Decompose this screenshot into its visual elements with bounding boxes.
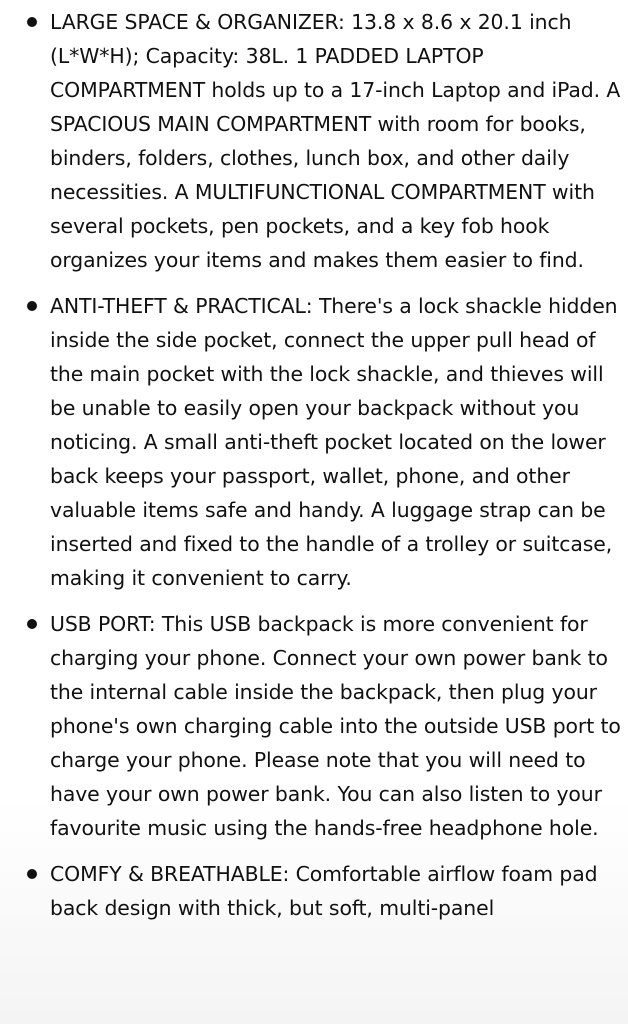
feature-item-anti-theft bbox=[0, 289, 628, 595]
bullet-icon bbox=[27, 17, 37, 27]
feature-text: LARGE SPACE & ORGANIZER: 13.8 x 8.6 x 20.1 inch (L*W*H); Capacity: 38L. 1 PADDED LAPTOP COMPARTMENT holds up to a 17-inch Laptop and iPad. A SPACIOUS MAIN COMPARTMENT with room for books, binders, folders, clothes, lunch box, and other daily necessities. A MULTIFUNCTIONAL COMPARTMENT with several pockets, pen pockets, and a key fob hook organizes your items and makes them easier to find. bbox=[50, 10, 621, 272]
feature-text: COMFY & BREATHABLE: Comfortable airflow foam pad back design with thick, but soft, multi-panel bbox=[50, 862, 598, 920]
feature-text: USB PORT: This USB backpack is more convenient for charging your phone. Connect your own power bank to the internal cable inside the backpack, then plug your phone's own charging cable into the outside USB port to charge your phone. Please note that you will need to have your own power bank. You can also listen to your favourite music using the hands-free headphone hole. bbox=[50, 612, 621, 840]
feature-text: ANTI-THEFT & PRACTICAL: There's a lock shackle hidden inside the side pocket, connect the upper pull head of the main pocket with the lock shackle, and thieves will be unable to easily open your backpack without you noticing. A small anti-theft pocket located on the lower back keeps your passport, wallet, phone, and other valuable items safe and handy. A luggage strap can be inserted and fixed to the handle of a trolley or suitcase, making it convenient to carry. bbox=[50, 294, 618, 590]
bullet-icon bbox=[27, 619, 37, 629]
bullet-icon bbox=[27, 301, 37, 311]
feature-item-comfy-breathable bbox=[0, 857, 628, 925]
product-features-list bbox=[0, 5, 628, 937]
feature-item-usb-port bbox=[0, 607, 628, 845]
bullet-icon bbox=[27, 869, 37, 879]
feature-item-large-space bbox=[0, 5, 628, 277]
